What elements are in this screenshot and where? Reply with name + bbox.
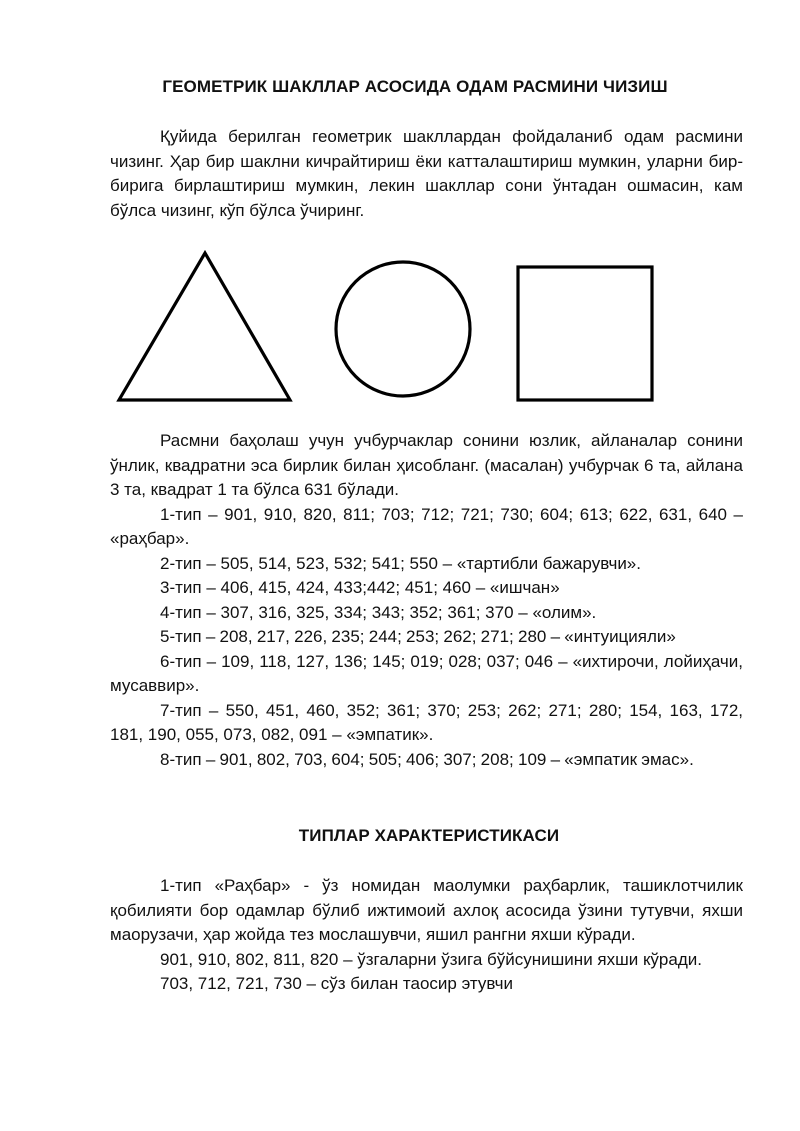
scoring-section [110,429,743,772]
geometric-shapes [110,245,750,410]
page-title: ГЕОМЕТРИК ШАКЛЛАР АСОСИДА ОДАМ РАСМИНИ ЧИЗИШ [162,77,668,96]
type-line-2: 2-тип – 505, 514, 523, 532; 541; 550 – «тартибли бажарувчи». [160,553,641,573]
square-icon [518,267,652,400]
type-line-8: 8-тип – 901, 802, 703, 604; 505; 406; 307; 208; 109 – «эмпатик эмас». [160,749,694,769]
section-title: ТИПЛАР ХАРАКТЕРИСТИКАСИ [298,826,560,845]
characteristic-paragraph-1: 1-тип «Раҳбар» - ўз номидан маолумки раҳбарлик, ташиклотчилик қобилияти бор одамлар бўлиб ижтимоий ахлоқ асосида ўзини тутувчи, яхши маорузачи, ҳар жойда тез мослашувчи, яшил рангни яхши кўради. [110,876,743,944]
scoring-paragraph: Расмни баҳолаш учун учбурчаклар сонини юзлик, айланалар сонини ўнлик, квадратни эса бирлик билан ҳисобланг. (масалан) учбурчак 6 та, айлана 3 та, квадрат 1 та бўлса 631 бўлади. [110,431,743,499]
type-line-4: 4-тип – 307, 316, 325, 334; 343; 352; 361; 370 – «олим». [160,602,597,622]
type-line-6: 6-тип – 109, 118, 127, 136; 145; 019; 028; 037; 046 – «ихтирочи, лойиҳачи, мусаввир». [110,651,743,695]
characteristic-paragraph-2: 901, 910, 802, 811, 820 – ўзгаларни ўзига бўйсунишини яхши кўради. [160,949,702,969]
circle-icon [336,262,470,396]
type-line-7: 7-тип – 550, 451, 460, 352; 361; 370; 253; 262; 271; 280; 154, 163, 172, 181, 190, 055, 073, 082, 091 – «эмпатик». [110,700,743,744]
triangle-icon [119,253,290,400]
intro-paragraph: Қуйида берилган геометрик шакллардан фойдаланиб одам расмини чизинг. Ҳар бир шаклни кичрайтириш ёки катталаштириш мумкин, уларни бир-бирига бирлаштириш мумкин, лекин шакллар сони ўнтадан ошмасин, кам бўлса чизинг, кўп бўлса ўчиринг. [110,127,743,220]
type-line-5: 5-тип – 208, 217, 226, 235; 244; 253; 262; 271; 280 – «интуицияли» [160,627,676,646]
type-line-1: 1-тип – 901, 910, 820, 811; 703; 712; 721; 730; 604; 613; 622, 631, 640 – «раҳбар». [110,504,743,548]
intro-section [110,125,743,223]
characteristics-section [110,874,743,997]
type-line-3: 3-тип – 406, 415, 424, 433;442; 451; 460 – «ишчан» [160,578,560,597]
characteristic-paragraph-3: 703, 712, 721, 730 – сўз билан таосир этувчи [160,974,514,993]
